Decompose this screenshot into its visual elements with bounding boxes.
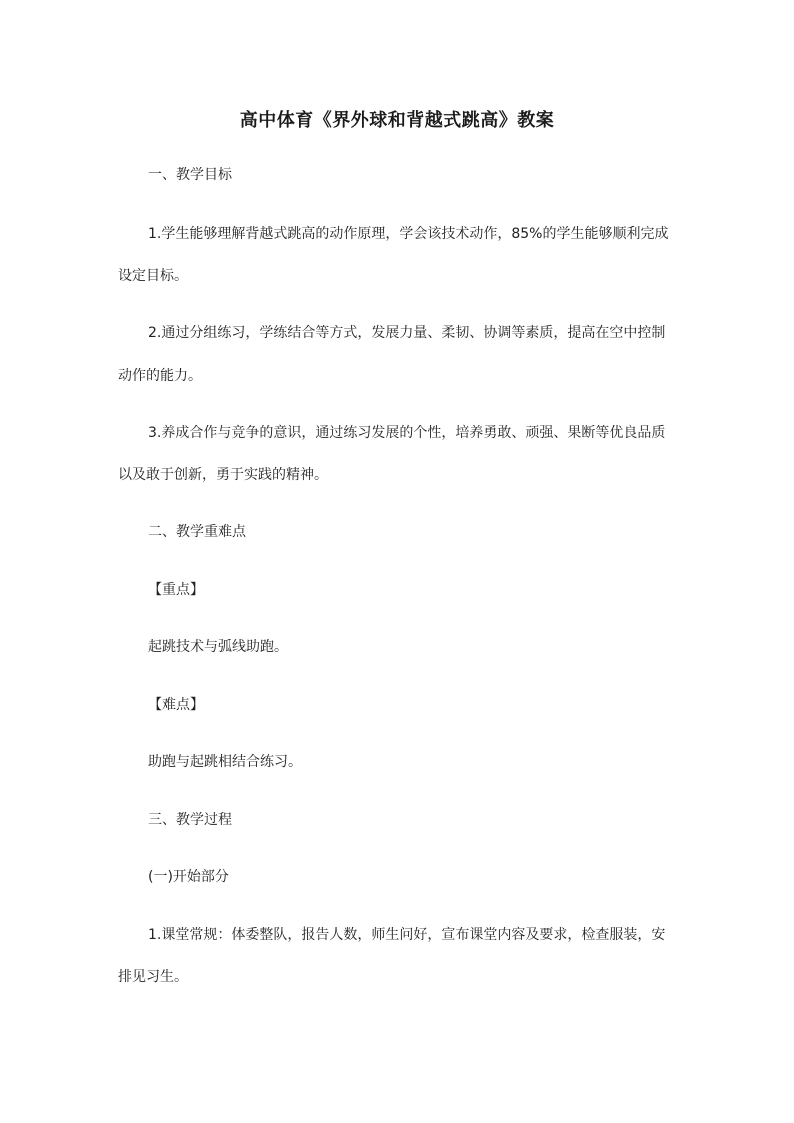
paragraph-line: 1.课堂常规：体委整队，报告人数，师生问好，宣布课堂内容及要求，检查服装，安 xyxy=(148,927,666,943)
paragraph-line: 动作的能力。 xyxy=(118,368,202,384)
document-title: 高中体育《界外球和背越式跳高》教案 xyxy=(239,110,555,131)
paragraph-line: 助跑与起跳相结合练习。 xyxy=(148,754,302,770)
paragraph-line: 起跳技术与弧线助跑。 xyxy=(148,639,288,655)
section-heading-key-points: 二、教学重难点 xyxy=(148,524,246,540)
section-heading-process: 三、教学过程 xyxy=(148,812,232,828)
subheading-difficulty: 【难点】 xyxy=(148,697,204,713)
subheading-opening: (一)开始部分 xyxy=(148,869,229,885)
paragraph-line: 以及敢于创新，勇于实践的精神。 xyxy=(118,467,328,483)
paragraph-line: 3.养成合作与竞争的意识，通过练习发展的个性，培养勇敢、顽强、果断等优良品质 xyxy=(148,425,666,441)
paragraph-line: 1.学生能够理解背越式跳高的动作原理，学会该技术动作，85%的学生能够顺利完成 xyxy=(148,226,669,242)
paragraph-line: 排见习生。 xyxy=(118,969,188,985)
paragraph-line: 设定目标。 xyxy=(118,268,188,284)
paragraph-line: 2.通过分组练习，学练结合等方式，发展力量、柔韧、协调等素质，提高在空中控制 xyxy=(148,325,666,341)
section-heading-objectives: 一、教学目标 xyxy=(148,167,232,183)
subheading-key: 【重点】 xyxy=(148,582,204,598)
